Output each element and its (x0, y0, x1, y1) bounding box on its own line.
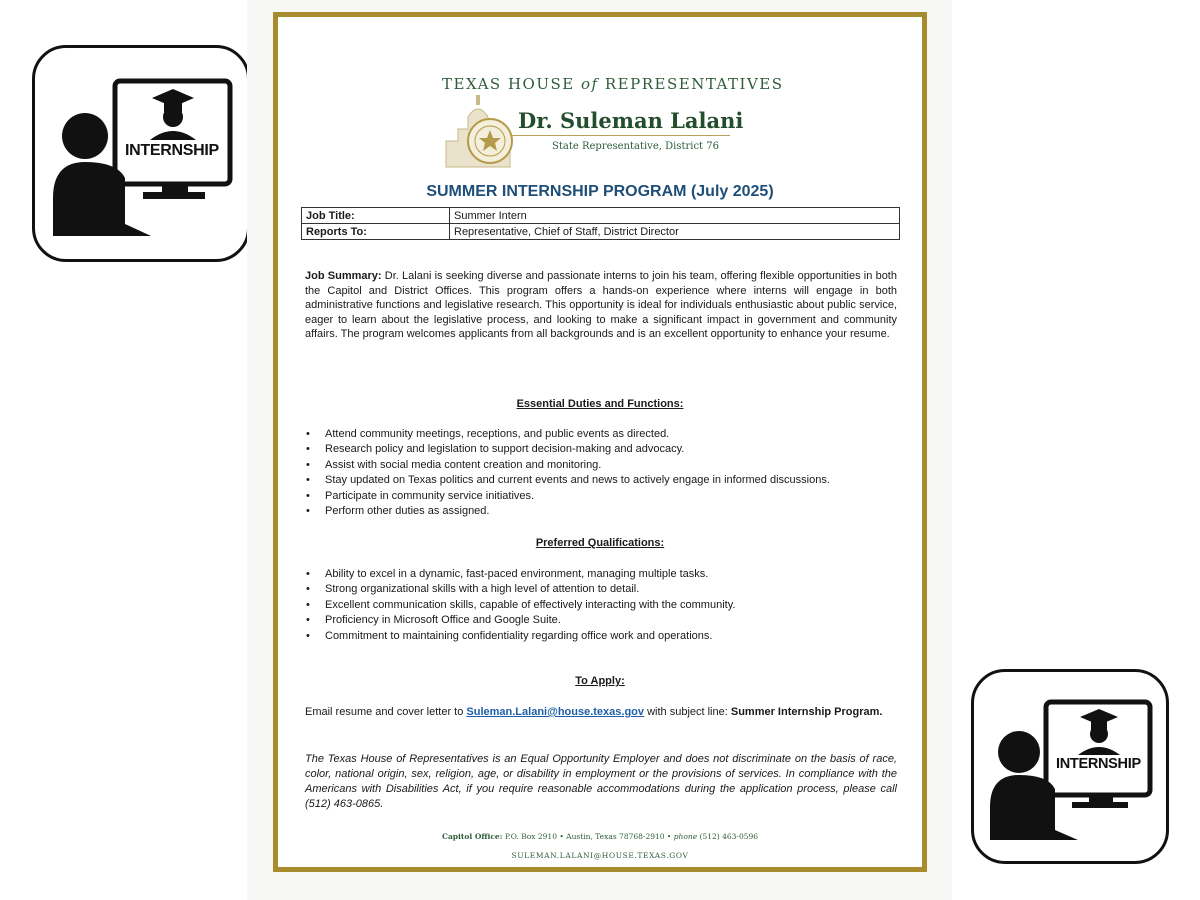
list-item: • Commitment to maintaining confidentiality regarding office work and operations. (305, 629, 905, 644)
job-summary-label: Job Summary: (305, 270, 382, 282)
internship-flyer (273, 12, 927, 872)
apply-instructions: Email resume and cover letter to Suleman.Lalani@house.texas.gov with subject line: Summer Internship Program. (305, 706, 883, 718)
list-item: • Participate in community service initiatives. (305, 489, 905, 504)
list-item: • Proficiency in Microsoft Office and Google Suite. (305, 613, 905, 628)
footer-email: SULEMAN.LALANI@HOUSE.TEXAS.GOV (511, 851, 689, 860)
list-item: • Strong organizational skills with a high level of attention to detail. (305, 582, 905, 597)
qualifications-heading: Preferred Qualifications: (535, 537, 665, 549)
internship-label: INTERNSHIP (125, 142, 219, 159)
apply-subject: Summer Internship Program. (730, 706, 883, 718)
job-title-label: Job Title: (302, 208, 450, 224)
table-row (302, 224, 900, 240)
letterhead (278, 17, 922, 192)
representative-title: State Representative, District 76 (552, 141, 719, 152)
equal-opportunity-statement: The Texas House of Representatives is an Equal Opportunity Employer and does not discriminate on the basis of race, color, national origin, sex, religion, age, or disability in employment or the provisions of services. In compliance with the Americans with Disabilities Act, if you require reasonable accommodations during the application process, please call (512) 463-0865. (305, 753, 897, 810)
representative-name: Dr. Suleman Lalani (518, 108, 744, 133)
organization-name: TEXAS HOUSE of REPRESENTATIVES (442, 75, 784, 93)
job-title-value: Summer Intern (450, 208, 900, 224)
job-summary (305, 269, 897, 342)
internship-label: INTERNSHIP (1056, 756, 1141, 772)
list-item: • Perform other duties as assigned. (305, 504, 905, 519)
list-item: • Ability to excel in a dynamic, fast-paced environment, managing multiple tasks. (305, 567, 905, 582)
internship-badge-left (32, 45, 250, 262)
letterhead-divider (512, 135, 730, 136)
list-item: • Research policy and legislation to support decision-making and advocacy. (305, 442, 905, 457)
list-item: • Excellent communication skills, capable of effectively interacting with the community. (305, 598, 905, 613)
page-title: SUMMER INTERNSHIP PROGRAM (July 2025) (426, 183, 774, 200)
apply-heading: To Apply: (575, 675, 625, 687)
job-info-table (301, 207, 900, 240)
table-row (302, 208, 900, 224)
reports-to-value: Representative, Chief of Staff, District Director (450, 224, 900, 240)
duties-heading: Essential Duties and Functions: (516, 398, 684, 410)
qualifications-list (305, 567, 905, 644)
list-item: • Attend community meetings, receptions, and public events as directed. (305, 427, 905, 442)
capitol-seal-icon (438, 89, 518, 169)
footer-address: Capitol Office: P.O. Box 2910 • Austin, Texas 78768-2910 • phone (512) 463-0596 (441, 832, 759, 841)
list-item: • Stay updated on Texas politics and current events and news to actively engage in informed discussions. (305, 473, 905, 488)
reports-to-label: Reports To: (302, 224, 450, 240)
apply-email-link[interactable]: Suleman.Lalani@house.texas.gov (466, 706, 645, 718)
job-summary-text: Dr. Lalani is seeking diverse and passionate interns to join his team, offering flexible opportunities in both the Capitol and District Offices. This program offers a hands-on experience where interns will engage in both administrative functions and legislative research. This opportunity is ideal for individuals enthusiastic about public service, eager to learn about the legislative process, and looking to make a significant impact in government and community affairs. The program welcomes applicants from all backgrounds and is an excellent opportunity to enhance your resume. (305, 270, 897, 341)
list-item: • Assist with social media content creation and monitoring. (305, 458, 905, 473)
internship-badge-right (971, 669, 1169, 864)
duties-list (305, 427, 905, 519)
